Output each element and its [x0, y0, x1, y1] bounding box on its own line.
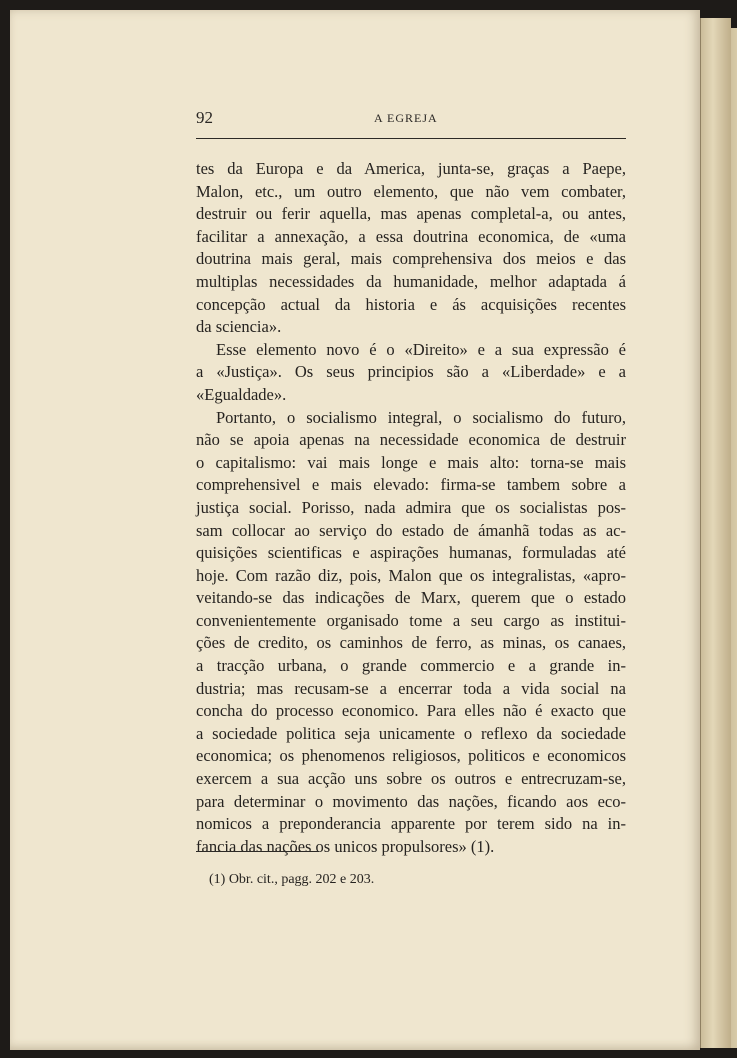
text-line: quisições scientificas e aspirações humanas, formuladas até	[196, 543, 626, 563]
text-line: não se apoia apenas na necessidade economica de destruir	[196, 430, 626, 450]
text-line: comprehensivel e mais elevado: firma-se tambem sobre a	[196, 475, 626, 495]
text-line: a «Justiça». Os seus principios são a «Liberdade» e a	[196, 362, 626, 382]
text-line: ções de credito, os caminhos de ferro, as minas, os canaes,	[196, 633, 626, 653]
text-line: tes da Europa e da America, junta-se, graças a Paepe,	[196, 159, 626, 178]
text-line: o capitalismo: vai mais longe e mais alto: torna-se mais	[196, 452, 626, 472]
text-line: concha do processo economico. Para elles não é exacto que	[196, 701, 626, 721]
text-line: nomicos a preponderancia apparente por terem sido na in-	[196, 814, 626, 834]
text-line: convenientemente organisado tome a seu cargo as institui-	[196, 610, 626, 630]
page-number: 92	[196, 108, 213, 127]
text-line: exercem a sua acção uns sobre os outros e entrecruzam-se,	[196, 769, 626, 789]
text-line: Esse elemento novo é o «Direito» e a sua expressão é	[216, 339, 626, 359]
text-line: a tracção urbana, o grande commercio e a grande in-	[196, 656, 626, 676]
footnote-rule	[196, 851, 319, 852]
text-line: Portanto, o socialismo integral, o socialismo do futuro,	[216, 407, 626, 427]
text-line: dustria; mas recusam-se a encerrar toda a vida social na	[196, 678, 626, 698]
body-text	[196, 158, 626, 858]
text-line: doutrina mais geral, mais comprehensiva dos meios e das	[196, 249, 626, 269]
text-line: «Egualdade».	[196, 384, 287, 404]
text-line: para determinar o movimento das nações, ficando aos eco-	[196, 791, 626, 811]
text-line: multiplas necessidades da humanidade, melhor adaptada á	[196, 271, 626, 291]
text-line: sam collocar ao serviço do estado de ámanhã todas as ac-	[196, 520, 626, 540]
text-line: facilitar a annexação, a essa doutrina economica, de «uma	[196, 226, 626, 246]
page-edge	[700, 18, 731, 1048]
text-line: a sociedade politica seja unicamente o reflexo da sociedade	[196, 723, 626, 743]
text-line: destruir ou ferir aquella, mas apenas completal-a, ou antes,	[196, 204, 626, 224]
text-line: fancia das nações os unicos propulsores» (1).	[196, 836, 495, 856]
text-line: da sciencia».	[196, 317, 282, 337]
text-line: Malon, etc., um outro elemento, que não vem combater,	[196, 181, 626, 201]
running-head: A EGREJA	[374, 111, 438, 125]
text-line: veitando-se das indicações de Marx, querem que o estado	[196, 588, 626, 608]
footnote: (1) Obr. cit., pagg. 202 e 203.	[209, 872, 375, 887]
text-line: concepção actual da historia e ás acquisições recentes	[196, 294, 626, 314]
text-line: hoje. Com razão diz, pois, Malon que os integralistas, «apro-	[196, 565, 626, 585]
text-line: justiça social. Porisso, nada admira que os socialistas pos-	[196, 497, 626, 517]
page-header	[196, 108, 626, 139]
text-line: economica; os phenomenos religiosos, politicos e economicos	[196, 746, 626, 766]
